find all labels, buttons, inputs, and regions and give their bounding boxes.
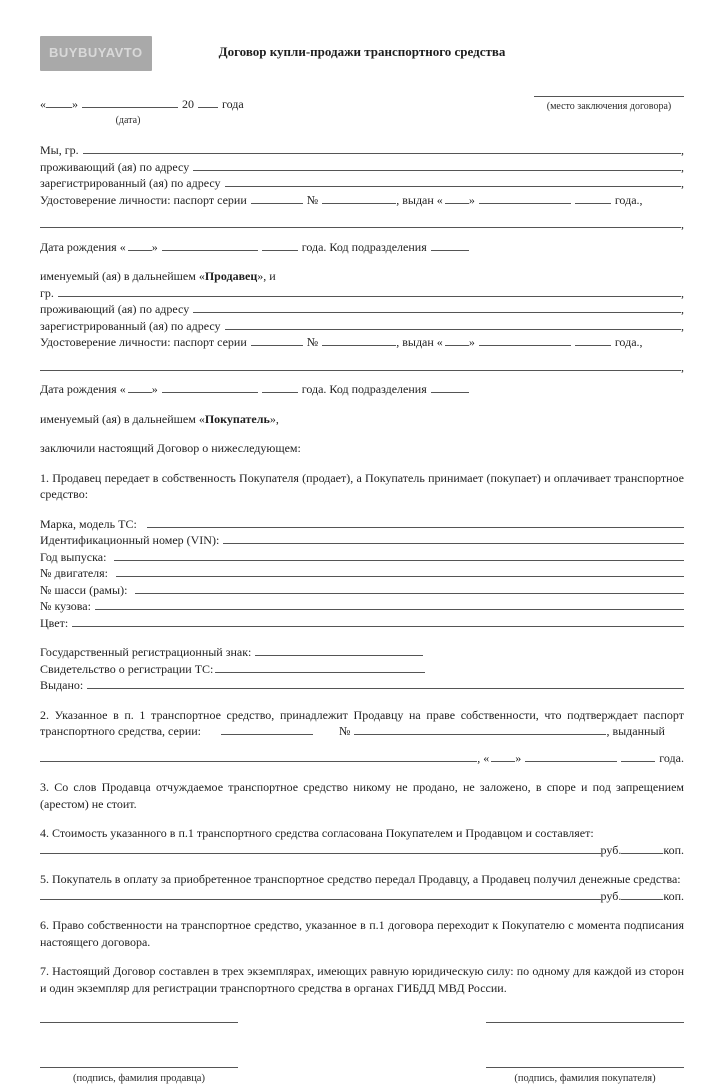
clause-4	[40, 825, 684, 858]
named-prefix: именуемый (ая) в дальнейшем «	[40, 411, 205, 426]
unit-code-blank	[431, 392, 469, 393]
pts-issuer-blank	[40, 761, 477, 762]
year-word: года.	[659, 750, 684, 765]
field-label: Марка, модель ТС:	[40, 516, 137, 531]
seller-named-line	[40, 268, 684, 285]
cert-line	[40, 661, 684, 678]
buyer-name-blank	[58, 296, 681, 297]
clause-6: 6. Право собственности на транспортное средство, указанное в п.1 договора переходит к Покупателю с момента подписания настоящего договора.	[40, 918, 684, 949]
dob-year-blank	[262, 392, 298, 393]
issued-day-blank	[445, 345, 469, 346]
amount-blank	[40, 899, 601, 900]
buyer-passport-line	[40, 334, 684, 351]
conclude-line: заключили настоящий Договор о нижеследующем:	[40, 441, 301, 455]
buyer-registered-blank	[225, 329, 681, 330]
field-label: № кузова:	[40, 599, 91, 613]
issued-label: , выдан «	[396, 335, 443, 349]
clause-2-series-line	[40, 723, 684, 740]
clause-7: 7. Настоящий Договор составлен в трех экземплярах, имеющих равную юридическую силу: по одному для каждой из сторон и один экземпляр для регистрации транспортного средства в органах ГИБДД МВД России.	[40, 964, 684, 995]
signatures-row	[40, 1022, 684, 1088]
clause-2	[40, 707, 684, 767]
named-prefix: именуемый (ая) в дальнейшем «	[40, 269, 205, 283]
date-place-row	[40, 96, 684, 129]
field-blank	[72, 626, 684, 627]
comma: ,	[681, 176, 684, 190]
field-engine-no	[40, 565, 684, 582]
cert-label: Свидетельство о регистрации ТС:	[40, 661, 214, 676]
seller-role: Продавец	[204, 269, 258, 283]
dob-day-blank	[128, 250, 152, 251]
field-body-no	[40, 598, 684, 615]
kopecks-blank	[621, 853, 663, 854]
clause-5-amount-line	[40, 888, 684, 905]
buyer-signature-blank-2	[486, 1067, 684, 1068]
kopecks-blank	[621, 899, 663, 900]
seller-intro-label: Мы, гр.	[40, 143, 79, 157]
issued-month-blank	[479, 345, 571, 346]
named-suffix: »,	[269, 411, 279, 426]
seller-signature-blank-2	[40, 1067, 238, 1068]
field-blank	[114, 560, 684, 561]
seller-name-blank	[83, 153, 681, 154]
pts-day-blank	[491, 761, 515, 762]
buyer-signature-blank	[486, 1022, 684, 1023]
field-label: Идентификационный номер (VIN):	[40, 533, 220, 547]
clause-4-amount-line	[40, 842, 684, 859]
field-year	[40, 549, 684, 566]
date-month-blank	[82, 107, 178, 108]
quote-close: »	[151, 239, 158, 254]
rub-label: руб.	[600, 888, 622, 903]
buyer-living-line	[40, 301, 684, 318]
registered-label: зарегистрированный (ая) по адресу	[40, 176, 221, 190]
document-title: Договор купли-продажи транспортного средства	[218, 44, 506, 59]
dob-year-blank	[262, 250, 298, 251]
pts-series-blank	[221, 734, 313, 735]
field-blank	[116, 576, 684, 577]
clause-1: 1. Продавец передает в собственность Покупателя (продает), а Покупатель принимает (покупает) и оплачивает транспортное средство:	[40, 470, 684, 501]
clause-3: 3. Со слов Продавца отчуждаемое транспортное средство никому не продано, не заложено, в споре и под запрещением (арестом) не стоит.	[40, 780, 684, 811]
cert-blank	[215, 672, 425, 673]
field-label: № двигателя:	[40, 566, 108, 580]
clause-2-text-a: 2. Указанное в п. 1 транспортное средство, принадлежит Продавцу на праве собственности, что подтверждает паспорт	[40, 707, 684, 722]
comma: ,	[681, 143, 684, 157]
pts-month-blank	[525, 761, 617, 762]
kop-label: коп.	[663, 842, 684, 857]
amount-blank	[40, 853, 601, 854]
buyer-role: Покупатель	[204, 411, 270, 426]
buyer-signature-caption: (подпись, фамилия покупателя)	[514, 1073, 656, 1084]
dob-label: Дата рождения «	[40, 382, 126, 396]
quote-close: »	[468, 335, 475, 349]
field-blank	[223, 543, 684, 544]
buyer-signature-block	[486, 1022, 684, 1088]
living-label: проживающий (ая) по адресу	[40, 159, 190, 174]
pts-number-blank	[354, 734, 606, 735]
seller-name-line	[40, 142, 684, 159]
issued-month-blank	[479, 203, 571, 204]
quote-close: »	[515, 750, 522, 765]
buyer-extra-blank	[40, 370, 681, 371]
unit-code-label: года. Код подразделения	[301, 239, 427, 254]
issued-by-line	[40, 677, 684, 694]
dob-month-blank	[162, 250, 258, 251]
registered-label: зарегистрированный (ая) по адресу	[40, 318, 221, 333]
seller-block	[40, 142, 684, 255]
quote-open: «	[40, 97, 46, 111]
date-caption: (дата)	[115, 114, 141, 126]
named-suffix: », и	[257, 269, 276, 283]
comma: ,	[681, 318, 684, 333]
dob-day-blank	[128, 392, 152, 393]
issued-day-blank	[445, 203, 469, 204]
seller-extra-blank	[40, 227, 681, 228]
seller-registered-blank	[225, 186, 681, 187]
comma: ,	[681, 285, 684, 300]
buyer-block	[40, 285, 684, 398]
pts-year-blank	[621, 761, 655, 762]
field-blank	[135, 593, 684, 594]
buyer-intro-label: гр.	[40, 285, 54, 300]
year-word: года.,	[614, 335, 643, 349]
seller-passport-line	[40, 192, 684, 209]
rub-label: руб.	[600, 842, 622, 857]
date-block	[40, 96, 244, 129]
comma: ,	[681, 359, 684, 374]
kop-label: коп.	[663, 888, 684, 903]
field-label: Цвет:	[40, 615, 69, 630]
series-label: транспортного средства, серии:	[40, 724, 201, 738]
plate-label: Государственный регистрационный знак:	[40, 645, 252, 659]
buyer-extra-line	[40, 359, 684, 376]
date-year-word: года	[222, 97, 244, 111]
vehicle-fields	[40, 516, 684, 632]
issued-label: , выдан «	[396, 192, 443, 207]
dob-label: Дата рождения «	[40, 239, 126, 254]
field-color	[40, 615, 684, 632]
clause-4-text: 4. Стоимость указанного в п.1 транспортного средства согласована Покупателем и Продавцом и составляет:	[40, 826, 594, 840]
year-word: года.,	[614, 192, 643, 207]
date-century: 20	[182, 97, 194, 111]
buyer-dob-line	[40, 381, 684, 398]
quote-close: »	[151, 382, 158, 396]
field-label: Год выпуска:	[40, 549, 107, 564]
date-line	[40, 96, 244, 113]
issued-year-blank	[575, 203, 611, 204]
passport-label: Удостоверение личности: паспорт серии	[40, 192, 247, 207]
passport-series-blank	[251, 203, 303, 204]
comma-quote: , «	[477, 750, 490, 765]
quote-close: »	[468, 192, 475, 207]
document-header	[40, 36, 684, 82]
quote-close: »	[72, 97, 78, 111]
living-label: проживающий (ая) по адресу	[40, 302, 190, 316]
seller-dob-line	[40, 239, 684, 256]
field-blank	[147, 527, 684, 528]
seller-signature-block	[40, 1022, 238, 1088]
place-caption: (место заключения договора)	[546, 101, 672, 112]
number-sign: №	[306, 192, 319, 207]
number-sign: №	[306, 335, 319, 349]
comma: ,	[681, 159, 684, 174]
clause-5	[40, 871, 684, 904]
field-vin	[40, 532, 684, 549]
date-day-blank	[46, 107, 72, 108]
unit-code-blank	[431, 250, 469, 251]
seller-extra-line	[40, 216, 684, 233]
passport-number-blank	[322, 203, 396, 204]
seller-living-line	[40, 159, 684, 176]
date-year-blank	[198, 107, 218, 108]
place-blank	[534, 96, 684, 97]
plate-line	[40, 644, 684, 661]
buyer-named-line	[40, 411, 684, 428]
field-chassis-no	[40, 582, 684, 599]
field-label: № шасси (рамы):	[40, 582, 128, 597]
seller-signature-caption: (подпись, фамилия продавца)	[73, 1073, 205, 1084]
buyer-living-blank	[193, 312, 681, 313]
clause-5-text: 5. Покупатель в оплату за приобретенное транспортное средство передал Продавцу, а Продавец получил денежные средства:	[40, 872, 681, 886]
issued-by-word: , выданный	[606, 724, 665, 738]
passport-label: Удостоверение личности: паспорт серии	[40, 335, 247, 349]
field-make-model	[40, 516, 684, 533]
plate-blank	[255, 655, 423, 656]
seller-living-blank	[193, 170, 681, 171]
clause-2-issuer-line	[40, 750, 684, 767]
unit-code-label: года. Код подразделения	[301, 382, 427, 396]
comma: ,	[681, 302, 684, 316]
seller-signature-blank	[40, 1022, 238, 1023]
buyer-registered-line	[40, 318, 684, 335]
number-sign: №	[339, 724, 351, 738]
passport-number-blank	[322, 345, 396, 346]
passport-series-blank	[251, 345, 303, 346]
dob-month-blank	[162, 392, 258, 393]
issued-by-blank	[87, 688, 684, 689]
issued-by-label: Выдано:	[40, 678, 84, 692]
registration-block	[40, 644, 684, 694]
brand-logo: BUYBUYAVTO	[40, 36, 152, 71]
place-block	[534, 96, 684, 129]
buyer-name-line	[40, 285, 684, 302]
field-blank	[95, 609, 684, 610]
seller-registered-line	[40, 175, 684, 192]
comma: ,	[681, 217, 684, 231]
issued-year-blank	[575, 345, 611, 346]
